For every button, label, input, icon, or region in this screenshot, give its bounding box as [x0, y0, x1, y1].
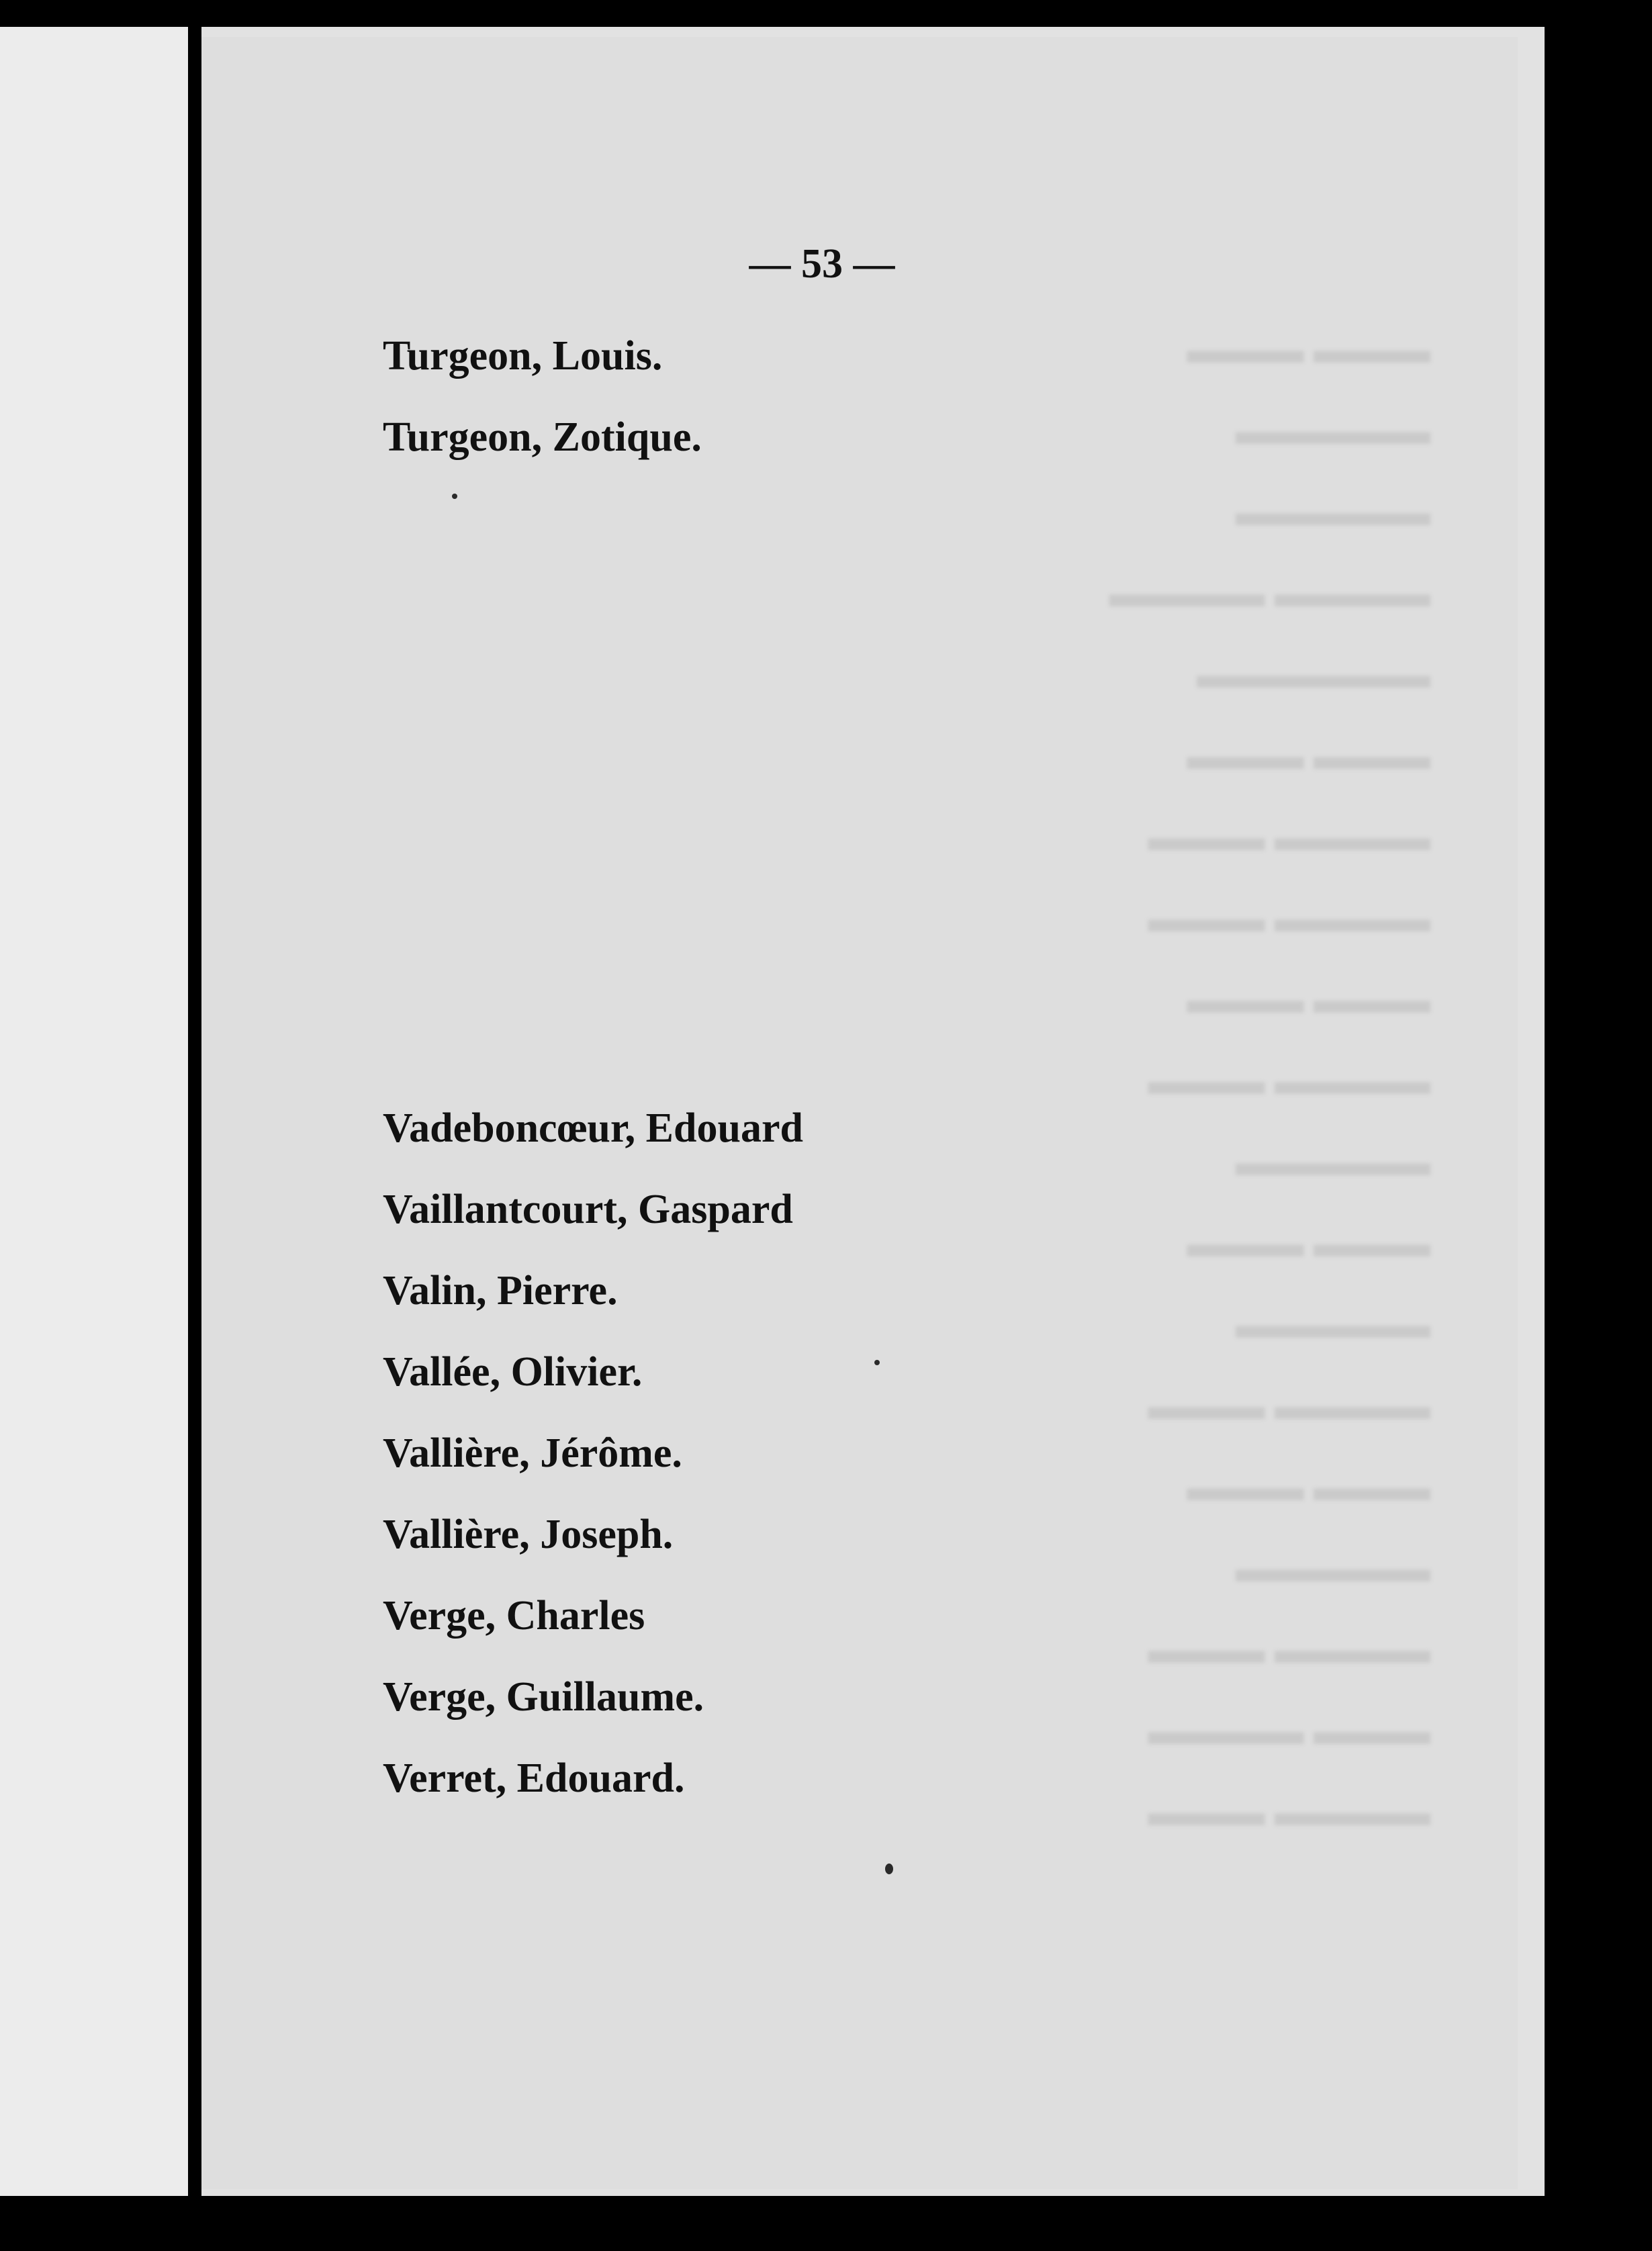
list-entry: Vadeboncœur, Edouard	[383, 1105, 803, 1151]
page-number: — 53 —	[749, 241, 895, 287]
list-entry: Vallière, Jérôme.	[383, 1430, 682, 1476]
list-entry: Vaillantcourt, Gaspard	[383, 1187, 793, 1232]
bleed-through-text: ▬▬▬ ▬▬▬ ▬▬▬▬▬ ▬▬▬▬▬ ▬▬▬▬ ▬▬▬▬ ▬▬▬▬▬▬ ▬▬▬ ▬▬▬ ▬▬▬ ▬▬▬▬ ▬▬▬ ▬▬▬▬ ▬▬▬ ▬▬▬ ▬▬▬ ▬▬▬▬ ▬▬▬▬▬ ▬▬▬ ▬▬▬ ▬▬▬▬▬ ▬▬▬ ▬▬▬▬ ▬▬▬ ▬▬▬ ▬▬▬▬▬ ▬▬▬ ▬▬▬▬ ▬▬▬▬ ▬▬▬ ▬▬▬ ▬▬▬▬	[1109, 328, 1430, 1834]
facing-page-edge	[0, 27, 188, 2196]
list-entry: Verret, Edouard.	[383, 1755, 685, 1801]
name-list-t	[383, 316, 702, 478]
list-entry: Verge, Charles	[383, 1593, 645, 1639]
list-entry: Valin, Pierre.	[383, 1268, 618, 1314]
list-entry: Vallière, Joseph.	[383, 1512, 674, 1557]
list-entry: Verge, Guillaume.	[383, 1674, 704, 1720]
list-entry: Turgeon, Louis.	[383, 333, 663, 379]
list-entry: Turgeon, Zotique.	[383, 414, 702, 460]
name-list-v	[383, 1088, 803, 1819]
list-entry: Vallée, Olivier.	[383, 1349, 643, 1395]
